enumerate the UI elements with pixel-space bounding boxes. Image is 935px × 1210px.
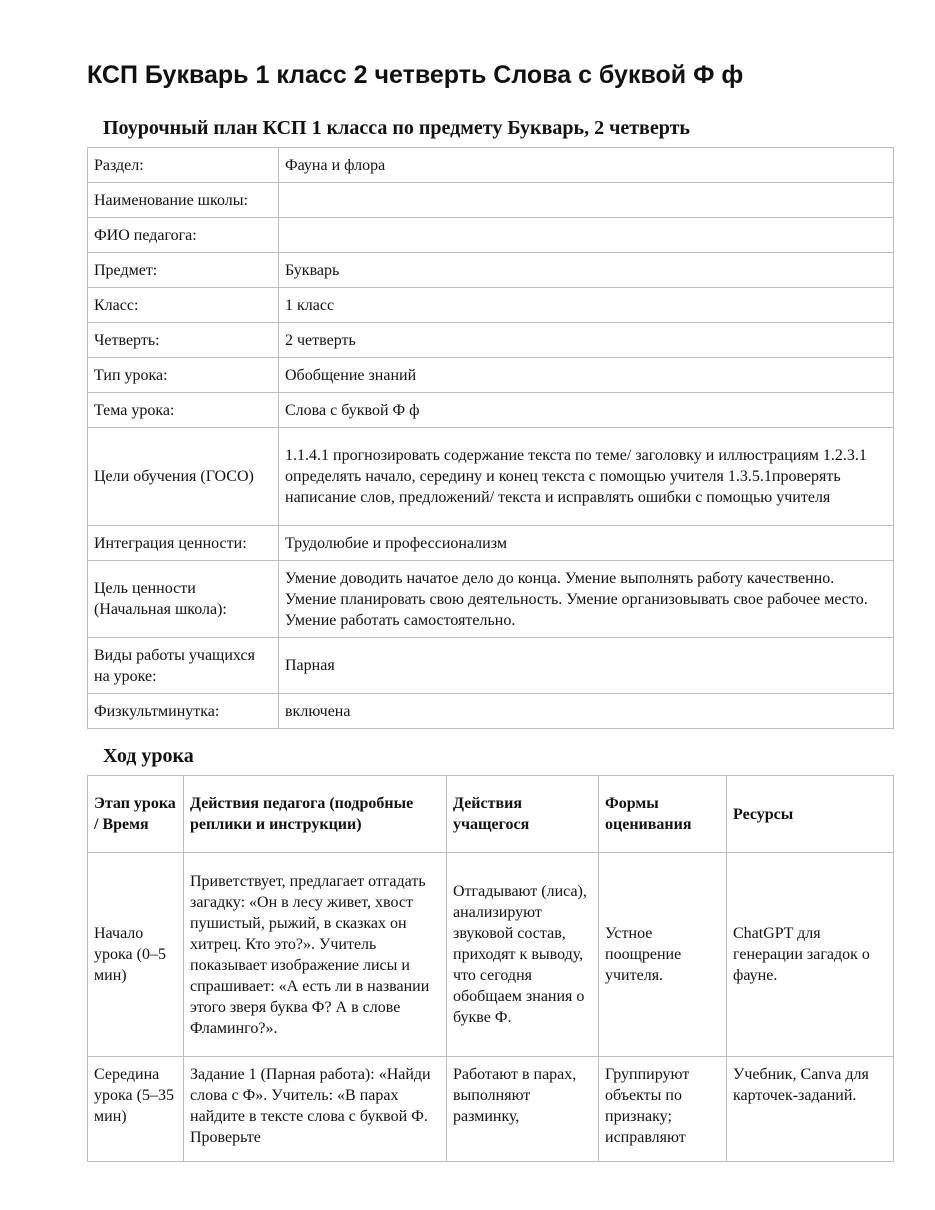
table-row [88, 1057, 894, 1162]
row-value-quarter: 2 четверть [279, 323, 894, 358]
row-value-lesson-type: Обобщение знаний [279, 358, 894, 393]
row-value-learning-goals: 1.1.4.1 прогнозировать содержание текста по теме/ заголовку и иллюстрациям 1.2.3.1 определять начало, середину и конец текста с помощью учителя 1.3.5.1проверять написание слов, предложений/ текста и исправлять ошибки с помощью учителя [279, 428, 894, 526]
plan-heading: Поурочный план КСП 1 класса по предмету Букварь, 2 четверть [103, 117, 690, 139]
row-value-subject: Букварь [279, 253, 894, 288]
table-row [88, 561, 894, 638]
cell-assessment: Устное поощрение учителя. [599, 853, 727, 1057]
cell-student-actions: Отгадывают (лиса), анализируют звуковой состав, приходят к выводу, что сегодня обобщаем знания о букве Ф. [447, 853, 599, 1057]
table-row [88, 638, 894, 694]
cell-resources: ChatGPT для генерации загадок о фауне. [727, 853, 894, 1057]
lesson-course-table [87, 775, 894, 1162]
row-value-teacher-name [279, 218, 894, 253]
table-row [88, 148, 894, 183]
table-row [88, 253, 894, 288]
cell-text: Работают в парах, выполняют разминку, [453, 1066, 577, 1125]
row-label-exercise-break: Физкультминутка: [88, 694, 279, 729]
header-resources: Ресурсы [727, 776, 894, 853]
header-student-actions: Действия учащегося [447, 776, 599, 853]
row-label-work-types: Виды работы учащихся на уроке: [88, 638, 279, 694]
table-row [88, 358, 894, 393]
row-value-work-types: Парная [279, 638, 894, 694]
cell-text: Задание 1 (Парная работа): «Найди слова с Ф». Учитель: «В парах найдите в тексте слова с буквой Ф. Проверьте [190, 1066, 431, 1146]
table-row [88, 526, 894, 561]
table-row [88, 428, 894, 526]
table-row [88, 853, 894, 1057]
cell-teacher-actions [184, 1057, 447, 1162]
course-heading: Ход урока [103, 745, 194, 767]
cell-resources [727, 1057, 894, 1162]
cell-teacher-actions: Приветствует, предлагает отгадать загадку: «Он в лесу живет, хвост пушистый, рыжий, в сказках он хитрец. Кто это?». Учитель показывает изображение лисы и спрашивает: «А есть ли в названии этого зверя буква Ф? А в слове Фламинго?». [184, 853, 447, 1057]
row-label-school: Наименование школы: [88, 183, 279, 218]
cell-text: Группируют объекты по признаку; исправляют [605, 1066, 690, 1146]
header-stage: Этап урока / Время [88, 776, 184, 853]
row-label-section: Раздел: [88, 148, 279, 183]
row-value-value-goal: Умение доводить начатое дело до конца. Умение выполнять работу качественно. Умение планировать свою деятельность. Умение организовывать свое рабочее место. Умение работать самостоятельно. [279, 561, 894, 638]
document-title: КСП Букварь 1 класс 2 четверть Слова с буквой Ф ф [87, 61, 744, 89]
row-value-grade: 1 класс [279, 288, 894, 323]
lesson-info-table [87, 147, 894, 729]
table-row [88, 323, 894, 358]
row-label-quarter: Четверть: [88, 323, 279, 358]
header-assessment: Формы оценивания [599, 776, 727, 853]
row-label-subject: Предмет: [88, 253, 279, 288]
cell-student-actions [447, 1057, 599, 1162]
cell-stage: Начало урока (0–5 мин) [88, 853, 184, 1057]
row-label-value-goal: Цель ценности (Начальная школа): [88, 561, 279, 638]
row-label-grade: Класс: [88, 288, 279, 323]
row-label-value-integration: Интеграция ценности: [88, 526, 279, 561]
table-row [88, 288, 894, 323]
row-value-school [279, 183, 894, 218]
row-label-learning-goals: Цели обучения (ГОСО) [88, 428, 279, 526]
header-teacher-actions: Действия педагога (подробные реплики и инструкции) [184, 776, 447, 853]
row-label-teacher-name: ФИО педагога: [88, 218, 279, 253]
row-value-lesson-topic: Слова с буквой Ф ф [279, 393, 894, 428]
table-row [88, 393, 894, 428]
table-row [88, 183, 894, 218]
row-value-exercise-break: включена [279, 694, 894, 729]
row-value-section: Фауна и флора [279, 148, 894, 183]
table-row [88, 694, 894, 729]
row-value-value-integration: Трудолюбие и профессионализм [279, 526, 894, 561]
row-label-lesson-type: Тип урока: [88, 358, 279, 393]
cell-text: Учебник, Canva для карточек-заданий. [733, 1066, 869, 1104]
cell-assessment [599, 1057, 727, 1162]
row-label-lesson-topic: Тема урока: [88, 393, 279, 428]
cell-text: Середина урока (5–35 мин) [94, 1066, 174, 1125]
table-row [88, 218, 894, 253]
table-header-row [88, 776, 894, 853]
cell-stage [88, 1057, 184, 1162]
